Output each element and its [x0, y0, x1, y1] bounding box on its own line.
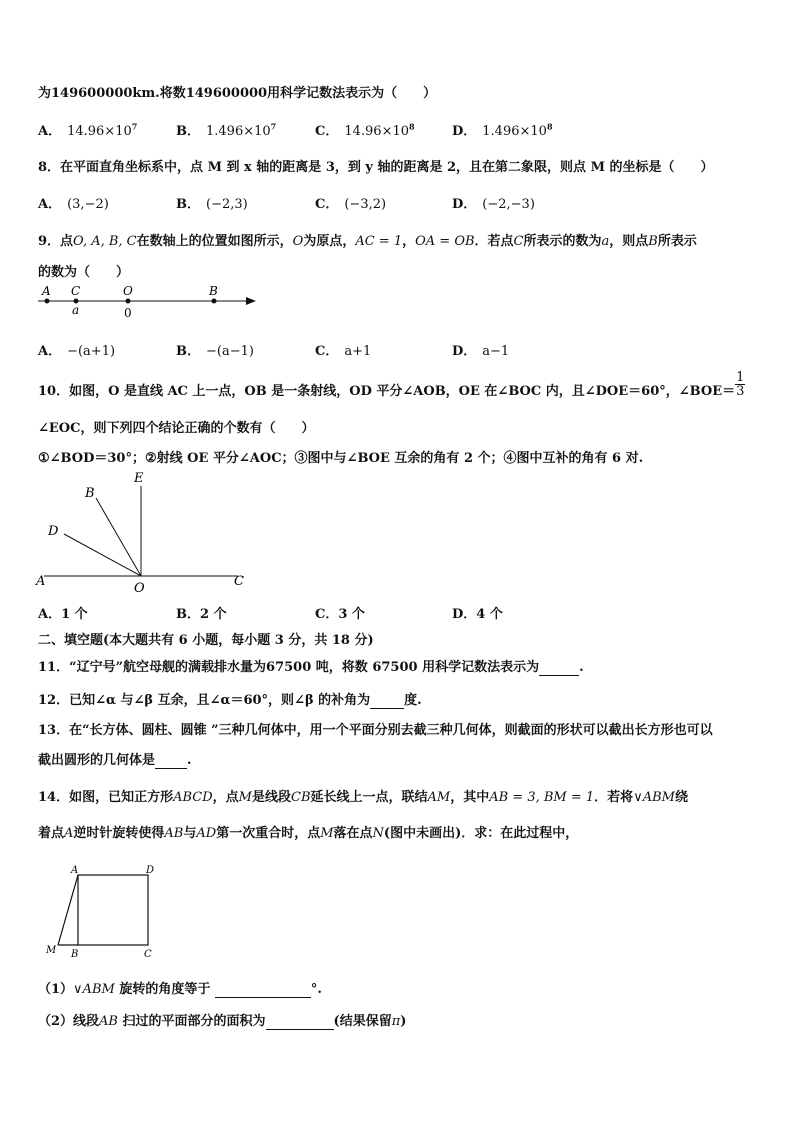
point-a-dot [45, 299, 50, 304]
q8-text: 8．在平面直角坐标系中，点 M 到 x 轴的距离是 3，到 y 轴的距离是 2，且在第二象限，则点 M 的坐标是（ ） [38, 160, 714, 175]
q12-text: 12．已知∠α 与∠β 互余，且∠α＝60°，则∠β 的补角为 度. [38, 693, 422, 708]
point-b-dot [212, 299, 217, 304]
q7-option-b[interactable]: B． $1.496\times 10^7$ [176, 121, 277, 139]
q9-option-b[interactable]: B． −(a−1) [176, 344, 254, 359]
q7-option-a[interactable]: A． $14.96\times 10^7$ [38, 121, 138, 139]
q14-text-line2: 着点A逆时针旋转使得AB与AD第一次重合时，点M落在点N(图中未画出)．求：在此过程中， [38, 826, 579, 841]
q7-option-c[interactable]: C． $14.96\times 10^8$ [315, 121, 415, 139]
number-line-figure [30, 283, 270, 323]
q9-option-d[interactable]: D． a−1 [452, 344, 510, 359]
q10-text-line2: ∠EOC，则下列四个结论正确的个数有（ ） [38, 421, 315, 436]
q12-answer-blank[interactable] [370, 693, 404, 709]
q13-answer-blank[interactable] [155, 753, 187, 769]
q13-text-line1: 13．在“长方体、圆柱、圆锥 ”三种几何体中，用一个平面分别去截三种几何体，则截面的形状可以截出长方形也可以 [38, 723, 713, 738]
label-d: D [146, 865, 155, 876]
q11-text: 11．“辽宁号”航空母舰的满载排水量为67500 吨，将数 67500 用科学记数法表示为 . [38, 660, 584, 675]
q9-text-line1: 9．点O, A, B, C在数轴上的位置如图所示，O为原点，AC = 1，OA = OB．若点C所表示的数为a，则点B所表示 [38, 234, 697, 249]
q10-option-b[interactable]: B．2 个 [176, 607, 227, 622]
q14-sub2: （2）线段AB 扫过的平面部分的面积为 (结果保留π) [38, 1014, 407, 1029]
q8-option-c[interactable]: C． (−3,2) [315, 197, 387, 212]
label-zero: 0 [124, 306, 132, 320]
label-c: C [144, 949, 152, 960]
section-heading-fill-blanks: 二、填空题(本大题共有 6 小题，每小题 3 分，共 18 分) [38, 633, 374, 648]
arrow-head-icon [246, 297, 256, 305]
label-a: A [36, 574, 46, 589]
q10-option-c[interactable]: C．3 个 [315, 607, 365, 622]
q8-option-a[interactable]: A． (3,−2) [38, 197, 109, 212]
label-value-a: a [72, 303, 80, 317]
q14-sub1: （1）∨ABM 旋转的角度等于 °. [38, 982, 322, 997]
q11-answer-blank[interactable] [539, 660, 579, 676]
square-abcd [78, 875, 148, 945]
label-d: D [48, 524, 59, 539]
q7-option-d[interactable]: D． $1.496\times 10^8$ [452, 121, 553, 139]
label-a: A [71, 865, 79, 876]
label-o: O [123, 284, 133, 298]
q14-sub2-answer-blank[interactable] [266, 1014, 334, 1030]
fraction-one-third: $\frac{1}{3}$ [736, 370, 745, 399]
label-c: C [71, 284, 81, 298]
q14-sub1-answer-blank[interactable] [215, 982, 311, 998]
q9-text-line2: 的数为（ ） [38, 265, 130, 280]
label-c: C [234, 574, 244, 589]
label-b: B [85, 486, 95, 501]
q9-option-a[interactable]: A． −(a+1) [38, 344, 116, 359]
q8-option-d[interactable]: D． (−2,−3) [452, 197, 535, 212]
q13-text-line2: 截出圆形的几何体是 . [38, 753, 192, 768]
label-e: E [134, 471, 144, 486]
square-figure [40, 860, 170, 960]
q10-option-a[interactable]: A．1 个 [38, 607, 88, 622]
angle-figure [30, 468, 260, 596]
label-a: A [42, 284, 51, 298]
point-o-dot [126, 299, 131, 304]
segment-am [58, 875, 78, 945]
ray-ob [96, 498, 141, 576]
label-m: M [46, 945, 57, 956]
q14-text-line1: 14．如图，已知正方形ABCD，点M是线段CB延长线上一点，联结AM，其中AB = 3, BM = 1．若将∨ABM绕 [38, 790, 688, 805]
q10-text-line3: ①∠BOD＝30°；②射线 OE 平分∠AOC；③图中与∠BOE 互余的角有 2 个；④图中互补的角有 6 对. [38, 451, 644, 466]
q10-option-d[interactable]: D．4 个 [452, 607, 503, 622]
q7-text-tail: 为149600000km.将数149600000用科学记数法表示为（ ） [38, 86, 437, 101]
q9-option-c[interactable]: C． a+1 [315, 344, 372, 359]
label-b: B [209, 284, 218, 298]
q10-text-line1: 10．如图，O 是直线 AC 上一点，OB 是一条射线，OD 平分∠AOB，OE 在∠BOC 内，且∠DOE＝60°，∠BOE＝ $\frac{1}{3}$ [38, 370, 745, 399]
label-o: O [134, 581, 145, 596]
label-b: B [71, 949, 79, 960]
q8-option-b[interactable]: B． (−2,3) [176, 197, 248, 212]
